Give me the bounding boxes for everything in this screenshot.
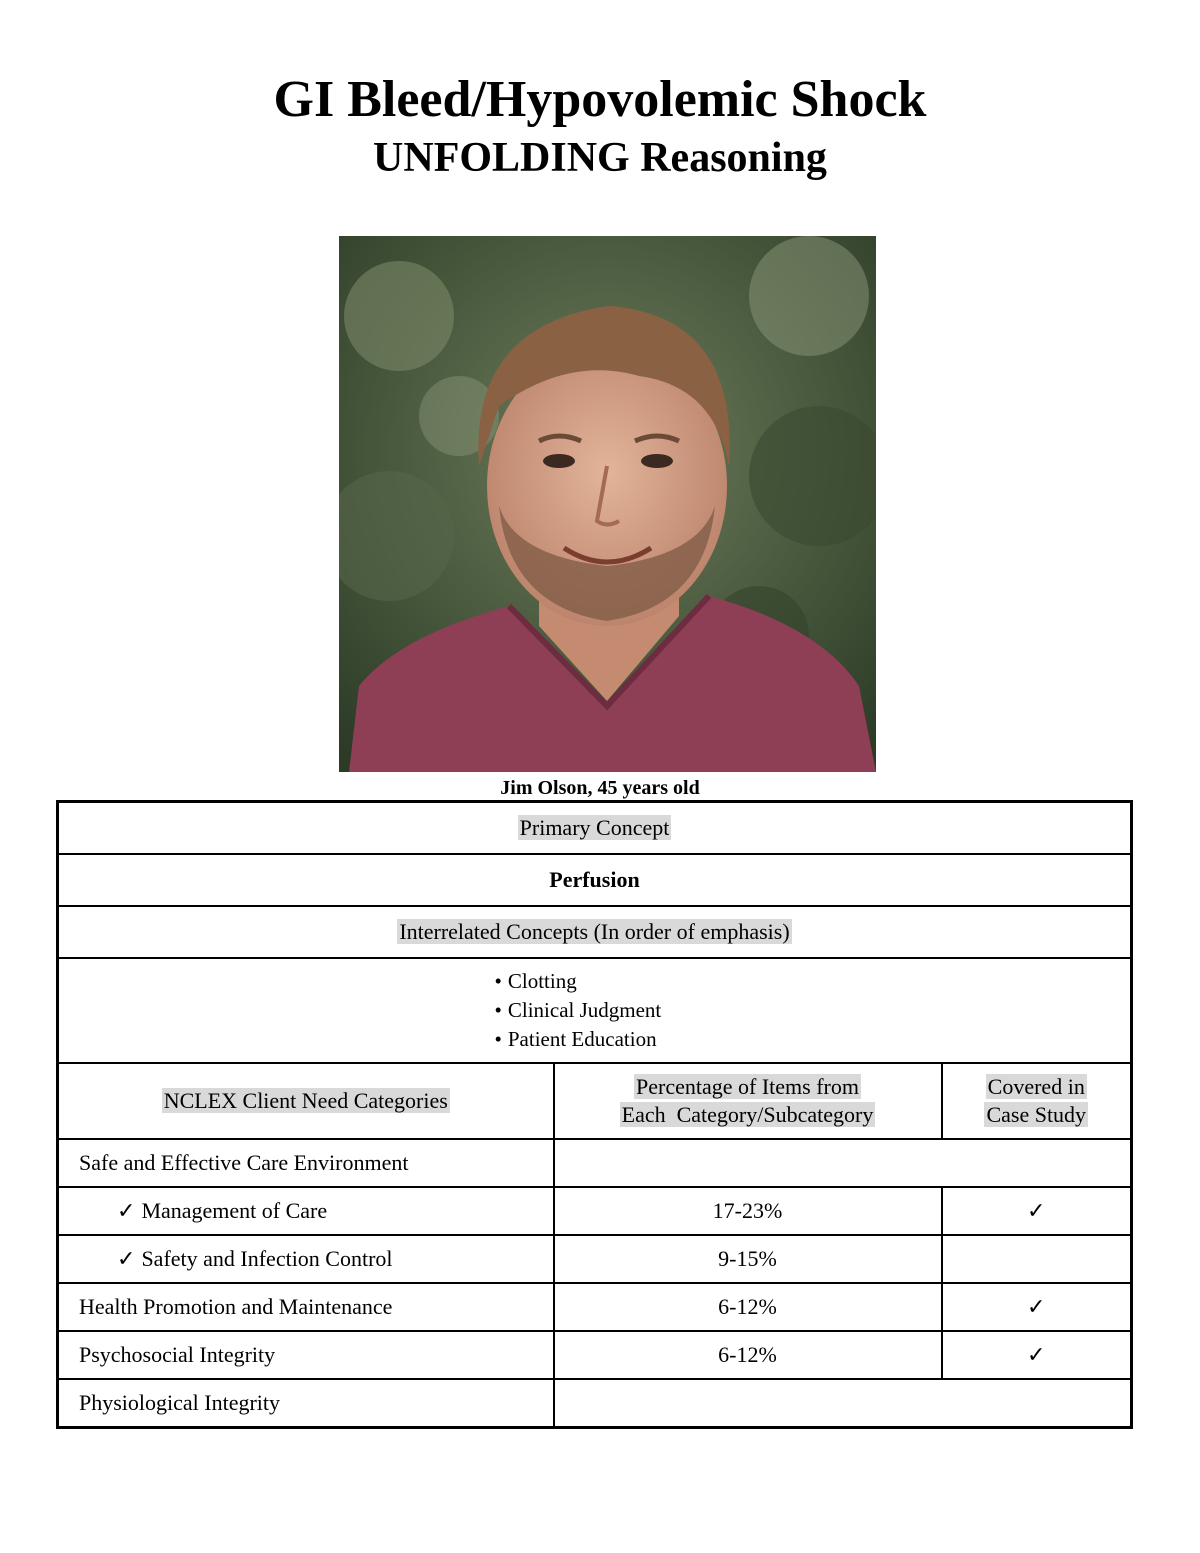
- covered-check-icon: ✓: [942, 1187, 1132, 1235]
- table-row: [58, 1331, 1132, 1379]
- category-label: Health Promotion and Maintenance: [58, 1283, 554, 1331]
- category-percentage: [554, 1379, 1132, 1428]
- subcategory-text: Management of Care: [141, 1198, 328, 1223]
- interrelated-items-row: [58, 958, 1132, 1063]
- list-item: • Clotting: [495, 967, 695, 996]
- concept-table: [56, 800, 1133, 1429]
- table-row: [58, 1235, 1132, 1283]
- interrelated-header-row: [58, 906, 1132, 958]
- primary-concept-label: Primary Concept: [519, 815, 670, 840]
- table-row: [58, 1379, 1132, 1428]
- category-header-label: NCLEX Client Need Categories: [163, 1088, 448, 1113]
- page-subtitle: UNFOLDING Reasoning: [373, 135, 827, 181]
- category-percentage: 17-23%: [554, 1187, 942, 1235]
- nclex-percentage-header: [554, 1063, 942, 1139]
- covered-check-icon: ✓: [942, 1283, 1132, 1331]
- category-percentage: 9-15%: [554, 1235, 942, 1283]
- list-item: • Patient Education: [495, 1025, 695, 1054]
- percentage-header-line2: Each Category/Subcategory: [621, 1102, 874, 1127]
- interrelated-header-cell: [58, 906, 1132, 958]
- percentage-header-line1: Percentage of Items from: [636, 1074, 859, 1099]
- check-icon: ✓: [117, 1198, 136, 1223]
- covered-cell: [942, 1235, 1132, 1283]
- table-row: [58, 1139, 1132, 1187]
- covered-check-icon: ✓: [942, 1331, 1132, 1379]
- category-label: Physiological Integrity: [58, 1379, 554, 1428]
- primary-concept-row: [58, 802, 1132, 855]
- primary-concept-cell: [58, 802, 1132, 855]
- category-percentage: 6-12%: [554, 1331, 942, 1379]
- category-percentage: [554, 1139, 1132, 1187]
- covered-header-line1: Covered in: [987, 1074, 1085, 1099]
- interrelated-items-cell: [58, 958, 1132, 1063]
- category-label: Safe and Effective Care Environment: [58, 1139, 554, 1187]
- category-label: Psychosocial Integrity: [58, 1331, 554, 1379]
- nclex-header-row: [58, 1063, 1132, 1139]
- subcategory-text: Safety and Infection Control: [141, 1246, 393, 1271]
- patient-photo: [339, 236, 876, 772]
- table-row: [58, 1283, 1132, 1331]
- subcategory-label: [58, 1235, 554, 1283]
- category-percentage: 6-12%: [554, 1283, 942, 1331]
- nclex-covered-header: [942, 1063, 1132, 1139]
- interrelated-concepts-label: Interrelated Concepts (In order of emphasis): [399, 919, 790, 944]
- primary-value-row: [58, 854, 1132, 906]
- patient-caption: Jim Olson, 45 years old: [500, 777, 700, 799]
- check-icon: ✓: [117, 1246, 136, 1271]
- subcategory-label: [58, 1187, 554, 1235]
- page-title: GI Bleed/Hypovolemic Shock: [273, 71, 927, 128]
- list-item: • Clinical Judgment: [495, 996, 695, 1025]
- interrelated-list: [495, 959, 695, 1062]
- covered-header-line2: Case Study: [986, 1102, 1087, 1127]
- table-row: [58, 1187, 1132, 1235]
- primary-concept-value: Perfusion: [58, 854, 1132, 906]
- nclex-category-header: [58, 1063, 554, 1139]
